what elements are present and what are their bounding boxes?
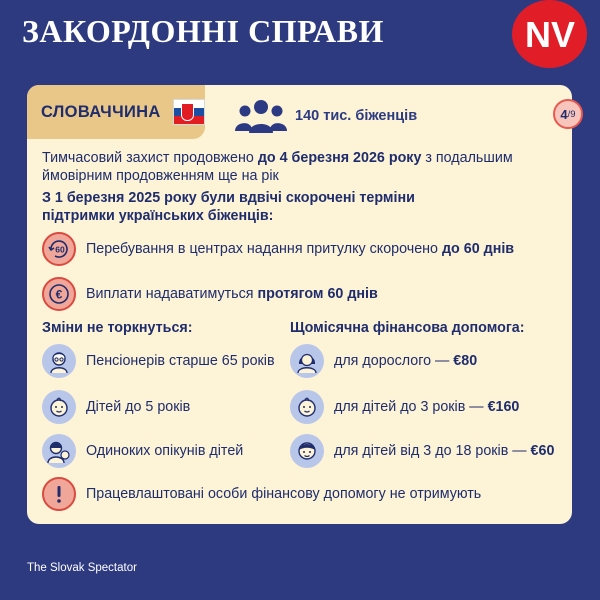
child-face-icon	[290, 434, 324, 468]
protection-before: Тимчасовий захист продовжено	[42, 150, 258, 166]
unaffected-text: Пенсіонерів старше 65 років	[86, 353, 275, 369]
unaffected-text: Дітей до 5 років	[86, 399, 191, 415]
protection-after: з подальшим ймовірним продовженням ще на рік	[42, 150, 513, 184]
page-current: 4	[560, 106, 568, 122]
cut-item	[42, 277, 378, 311]
sixty-days-icon	[42, 232, 76, 266]
adult-woman-icon	[290, 344, 324, 378]
euro-coin-icon	[42, 277, 76, 311]
monthly-text: для дорослого — €80	[334, 353, 478, 369]
people-group-icon	[235, 99, 287, 133]
nv-logo-icon	[519, 14, 581, 54]
country-name: СЛОВАЧЧИНА	[41, 102, 161, 121]
unaffected-text: Одиноких опікунів дітей	[86, 443, 244, 459]
monthly-item	[290, 434, 554, 468]
refugees-count	[235, 99, 417, 133]
page-total: /9	[567, 108, 576, 120]
monthly-text: для дітей до 3 років — €160	[334, 399, 520, 415]
elderly-person-icon	[42, 344, 76, 378]
cut-item-text: Виплати надаватимуться протягом 60 днів	[86, 286, 378, 302]
monthly-item	[290, 344, 477, 378]
unaffected-item	[42, 434, 243, 468]
page-indicator	[553, 99, 583, 129]
warning-note	[42, 477, 481, 511]
baby-face-icon	[42, 390, 76, 424]
logo-text: NV	[524, 14, 575, 55]
unaffected-heading: Зміни не торкнуться:	[42, 320, 193, 336]
svg-text:€: €	[55, 287, 63, 302]
monthly-item	[290, 390, 519, 424]
unaffected-item	[42, 344, 275, 378]
cut-item	[42, 232, 514, 266]
unaffected-item	[42, 390, 190, 424]
svg-text:60: 60	[55, 244, 65, 255]
nv-logo	[512, 0, 587, 68]
source-credit: The Slovak Spectator	[27, 562, 137, 574]
cuts-intro: З 1 березня 2025 року були вдвічі скорочені терміни підтримки українських біженців:	[42, 190, 415, 224]
page-title: ЗАКОРДОННІ СПРАВИ	[22, 13, 384, 49]
monthly-text: для дітей від 3 до 18 років — €60	[334, 443, 555, 459]
cut-item-text: Перебування в центрах надання притулку скорочено до 60 днів	[86, 241, 515, 257]
country-tab	[27, 85, 205, 139]
protection-text	[42, 149, 562, 185]
protection-date: до 4 березня 2026 року	[257, 150, 422, 166]
monthly-heading: Щомісячна фінансова допомога:	[290, 320, 525, 336]
slovakia-flag-icon	[173, 99, 205, 125]
parent-with-child-icon	[42, 434, 76, 468]
exclamation-icon	[42, 477, 76, 511]
refugees-text: 140 тис. біженців	[295, 108, 418, 124]
warning-text: Працевлаштовані особи фінансову допомогу не отримують	[86, 486, 482, 502]
baby-face-icon	[290, 390, 324, 424]
